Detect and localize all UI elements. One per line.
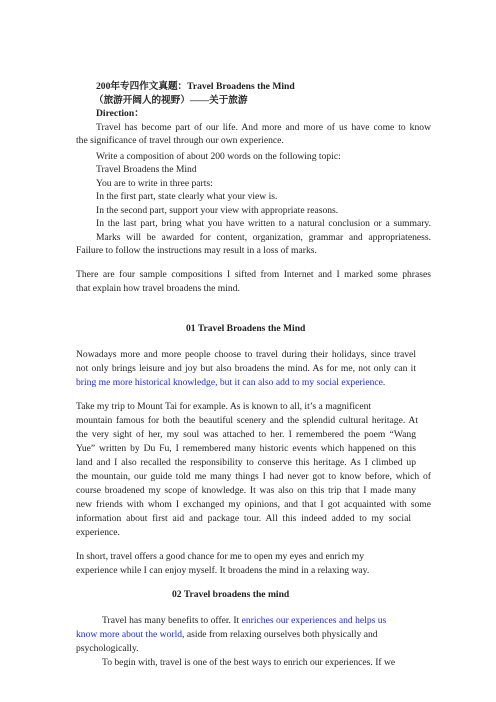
essay-1-line: land and I also recalled the responsibility to conserve this heritage. As I climbed up	[76, 457, 416, 468]
essay-2-heading: 02 Travel broadens the mind	[172, 589, 290, 600]
essay-2-line	[102, 615, 386, 627]
intro-line: There are four sample compositions I sifted from Internet and I marked some phrases	[76, 269, 431, 280]
essay-1-line: Nowadays more and more people choose to travel during their holidays, since travel	[76, 349, 416, 360]
essay-1-line: experience.	[76, 527, 120, 538]
essay-1-line: the mountain, our guide told me many things I had never got to know before, which of	[76, 471, 431, 482]
direction-line: In the first part, state clearly what your view is.	[96, 191, 278, 202]
essay-1-line: not only brings leisure and joy but also broadens the mind. As for me, not only can it	[76, 363, 416, 374]
essay-1-line: In short, travel offers a good chance for me to open my eyes and enrich my	[76, 551, 365, 562]
essay-1-line: new friends with whom I exchanged my opinions, and that I got acquainted with some	[76, 499, 431, 510]
direction-line: Travel has become part of our life. And more and more of us have come to know	[96, 122, 431, 133]
direction-line: In the second part, support your view with appropriate reasons.	[96, 205, 339, 216]
essay-2-highlight: enriches our experiences and helps us	[241, 615, 387, 626]
essay-1-line: Take my trip to Mount Tai for example. As is known to all, it’s a magnificent	[76, 401, 372, 412]
intro-line: that explain how travel broadens the mind.	[76, 283, 240, 294]
direction-topic: Travel Broadens the Mind	[96, 164, 197, 175]
direction-line: Write a composition of about 200 words on the following topic:	[96, 151, 341, 162]
essay-1-line: Yue” written by Du Fu, I remembered many historic events which happened on this	[76, 443, 416, 454]
direction-line: In the last part, bring what you have written to a natural conclusion or a summary.	[96, 218, 431, 229]
document-title: 200年专四作文真题：Travel Broadens the Mind	[96, 81, 295, 92]
essay-2-highlight: know more about the world	[76, 629, 183, 640]
direction-line: You are to write in three parts:	[96, 178, 213, 189]
essay-1-line: the very sight of her, my soul was attached to her. I remembered the poem “Wang	[76, 429, 416, 440]
direction-line: Failure to follow the instructions may result in a loss of marks.	[76, 245, 317, 256]
essay-1-line: course broadened my scope of knowledge. It was also on this trip that I made many	[76, 485, 416, 496]
essay-1-line: experience while I can enjoy myself. It broadens the mind in a relaxing way.	[76, 565, 370, 576]
essay-2-text: Travel has many benefits to offer. It	[102, 615, 242, 626]
direction-line: Marks will be awarded for content, organization, grammar and appropriateness.	[96, 232, 431, 243]
essay-2-line: To begin with, travel is one of the best ways to enrich our experiences. If we	[102, 657, 396, 668]
essay-1-line: mountain famous for both the beautiful scenery and the splendid cultural heritage. At	[76, 415, 418, 426]
direction-line: the significance of travel through our own experience.	[76, 135, 284, 146]
essay-2-line	[76, 629, 378, 641]
essay-2-text: , aside from relaxing ourselves both physically and	[182, 629, 378, 640]
essay-1-heading: 01 Travel Broadens the Mind	[186, 323, 306, 334]
essay-1-highlight: bring me more historical knowledge, but it can also add to my social experience.	[76, 377, 386, 388]
essay-1-line: information about first aid and package tour. All this indeed added to my social	[76, 513, 411, 524]
document-subtitle: （旅游开阔人的视野）——关于旅游	[94, 95, 248, 106]
direction-label: Direction：	[96, 108, 144, 119]
essay-2-line: psychologically.	[76, 643, 139, 654]
